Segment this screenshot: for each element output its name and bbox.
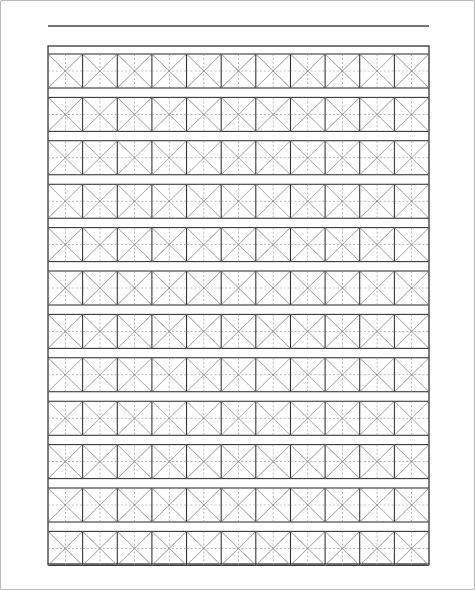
grid-cell <box>48 314 83 348</box>
grid-cell <box>290 488 325 522</box>
grid-cell <box>256 488 291 522</box>
grid-cell <box>152 314 187 348</box>
grid-cell <box>360 314 395 348</box>
grid-cell <box>360 531 395 565</box>
grid-cell <box>290 184 325 218</box>
grid-cell <box>117 531 152 565</box>
grid-cell <box>187 54 222 88</box>
grid-cell <box>394 314 429 348</box>
grid-cell <box>48 228 83 262</box>
grid-cell <box>325 141 360 175</box>
grid-cell <box>48 445 83 479</box>
grid-cell <box>221 401 256 435</box>
grid-cell <box>83 228 118 262</box>
grid-cell <box>152 358 187 392</box>
grid-cell <box>325 401 360 435</box>
grid-cell <box>152 531 187 565</box>
grid-cell <box>290 401 325 435</box>
grid-cell <box>325 184 360 218</box>
grid-cell <box>394 531 429 565</box>
grid-cell <box>48 488 83 522</box>
grid-row <box>48 97 429 131</box>
grid-cell <box>117 314 152 348</box>
grid-cell <box>360 358 395 392</box>
grid-row <box>48 228 429 262</box>
grid-cell <box>187 401 222 435</box>
grid-cell <box>152 228 187 262</box>
grid-cell <box>290 271 325 305</box>
grid-cell <box>290 228 325 262</box>
grid-cell <box>221 97 256 131</box>
grid-cell <box>117 97 152 131</box>
grid-cell <box>221 531 256 565</box>
grid-cell <box>394 358 429 392</box>
grid-cell <box>83 358 118 392</box>
grid-cell <box>256 141 291 175</box>
grid-row <box>48 271 429 305</box>
grid-cell <box>290 54 325 88</box>
grid-cell <box>221 445 256 479</box>
grid-cell <box>290 141 325 175</box>
grid-cell <box>83 97 118 131</box>
grid-cell <box>187 141 222 175</box>
grid-cell <box>394 445 429 479</box>
grid-cell <box>152 141 187 175</box>
grid-cell <box>152 184 187 218</box>
grid-cell <box>256 97 291 131</box>
grid-cell <box>394 54 429 88</box>
grid-cell <box>187 488 222 522</box>
grid-cell <box>48 271 83 305</box>
grid-cell <box>117 271 152 305</box>
grid-cell <box>360 97 395 131</box>
grid-cell <box>152 54 187 88</box>
grid-row <box>48 488 429 522</box>
grid-cell <box>360 184 395 218</box>
grid-cell <box>325 228 360 262</box>
grid-cell <box>256 54 291 88</box>
grid-row <box>48 314 429 348</box>
grid-cell <box>394 401 429 435</box>
grid-row <box>48 401 429 435</box>
grid-cell <box>221 54 256 88</box>
grid-cell <box>48 531 83 565</box>
grid-cell <box>290 314 325 348</box>
grid-cell <box>325 314 360 348</box>
grid-cell <box>48 54 83 88</box>
grid-cell <box>325 445 360 479</box>
grid-cell <box>117 54 152 88</box>
grid-cell <box>256 401 291 435</box>
grid-cell <box>221 184 256 218</box>
grid-cell <box>394 184 429 218</box>
grid-cell <box>152 488 187 522</box>
grid-cell <box>83 445 118 479</box>
grid-cell <box>360 271 395 305</box>
grid-cell <box>394 228 429 262</box>
grid-cell <box>83 54 118 88</box>
grid-row <box>48 184 429 218</box>
grid-cell <box>187 184 222 218</box>
grid-cell <box>48 401 83 435</box>
grid-cell <box>117 401 152 435</box>
grid-cell <box>325 488 360 522</box>
grid-row <box>48 445 429 479</box>
grid-cell <box>360 228 395 262</box>
grid-cell <box>256 228 291 262</box>
grid-cell <box>360 401 395 435</box>
grid-cell <box>187 314 222 348</box>
grid-cell <box>360 141 395 175</box>
grid-cell <box>256 314 291 348</box>
grid-cell <box>83 184 118 218</box>
grid-cell <box>290 445 325 479</box>
practice-grid <box>1 1 475 590</box>
grid-cell <box>83 314 118 348</box>
grid-cell <box>152 401 187 435</box>
grid-cell <box>290 97 325 131</box>
grid-cell <box>152 445 187 479</box>
grid-cell <box>48 184 83 218</box>
grid-cell <box>152 271 187 305</box>
grid-cell <box>394 97 429 131</box>
grid-cell <box>83 488 118 522</box>
grid-cell <box>152 97 187 131</box>
grid-cell <box>221 141 256 175</box>
grid-cell <box>83 141 118 175</box>
grid-cell <box>360 445 395 479</box>
grid-cell <box>221 314 256 348</box>
grid-cell <box>290 358 325 392</box>
grid-cell <box>117 445 152 479</box>
grid-cell <box>187 358 222 392</box>
grid-cell <box>48 358 83 392</box>
grid-cell <box>290 531 325 565</box>
grid-cell <box>83 401 118 435</box>
grid-cell <box>187 531 222 565</box>
grid-cell <box>117 488 152 522</box>
grid-cell <box>325 54 360 88</box>
grid-cell <box>117 358 152 392</box>
grid-cell <box>48 141 83 175</box>
grid-cell <box>394 488 429 522</box>
grid-row <box>48 531 429 565</box>
grid-cell <box>360 488 395 522</box>
grid-cell <box>187 228 222 262</box>
grid-cell <box>256 445 291 479</box>
grid-cell <box>325 531 360 565</box>
grid-cell <box>187 97 222 131</box>
grid-cell <box>256 531 291 565</box>
grid-cell <box>360 54 395 88</box>
grid-cell <box>394 141 429 175</box>
grid-cell <box>256 184 291 218</box>
grid-cell <box>325 271 360 305</box>
grid-cell <box>221 488 256 522</box>
grid-cell <box>187 445 222 479</box>
grid-row <box>48 358 429 392</box>
grid-cell <box>325 97 360 131</box>
grid-cell <box>83 271 118 305</box>
grid-cell <box>221 228 256 262</box>
grid-cell <box>221 271 256 305</box>
grid-cell <box>117 141 152 175</box>
grid-cell <box>325 358 360 392</box>
grid-cell <box>187 271 222 305</box>
grid-cell <box>221 358 256 392</box>
grid-cell <box>256 358 291 392</box>
grid-cell <box>117 184 152 218</box>
grid-cell <box>117 228 152 262</box>
grid-cell <box>256 271 291 305</box>
grid-row <box>48 141 429 175</box>
grid-cell <box>394 271 429 305</box>
grid-cell <box>83 531 118 565</box>
grid-cell <box>48 97 83 131</box>
grid-row <box>48 54 429 88</box>
